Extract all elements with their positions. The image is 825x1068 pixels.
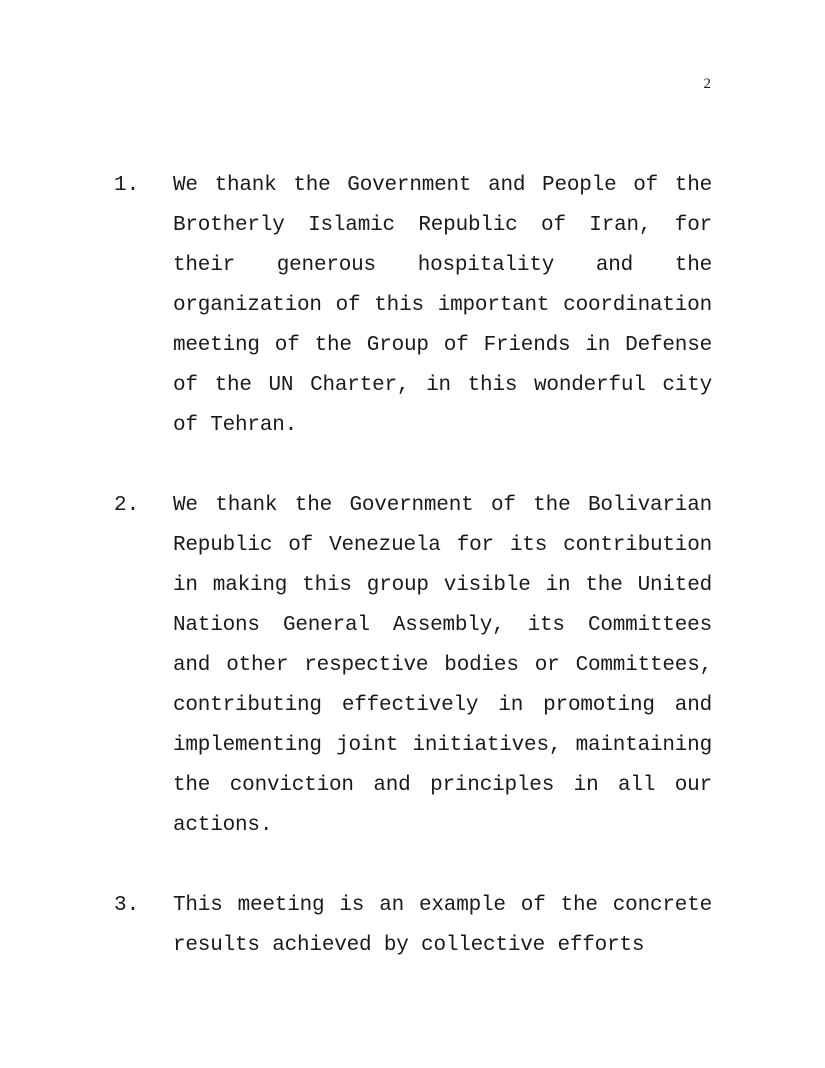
item-number: 2. <box>114 494 140 517</box>
item-text: We thank the Government and People of the Brotherly Islamic Republic of Iran, for their generous hospitality and the organization of this important coordination meeting of the Group of Friends in Defense of the UN Charter, in this wonderful city of Tehran. <box>173 174 712 437</box>
item-number: 3. <box>114 894 140 917</box>
list-item <box>114 486 712 846</box>
list-item <box>114 886 712 966</box>
item-number: 1. <box>114 174 140 197</box>
numbered-list <box>114 166 712 1006</box>
item-text: This meeting is an example of the concrete results achieved by collective efforts <box>173 894 712 957</box>
item-text: We thank the Government of the Bolivarian Republic of Venezuela for its contribution in making this group visible in the United Nations General Assembly, its Committees and other respective bodies or Committees, contributing effectively in promoting and implementing joint initiatives, maintaining the conviction and principles in all our actions. <box>173 494 712 837</box>
list-item <box>114 166 712 446</box>
page-number: 2 <box>703 76 711 92</box>
